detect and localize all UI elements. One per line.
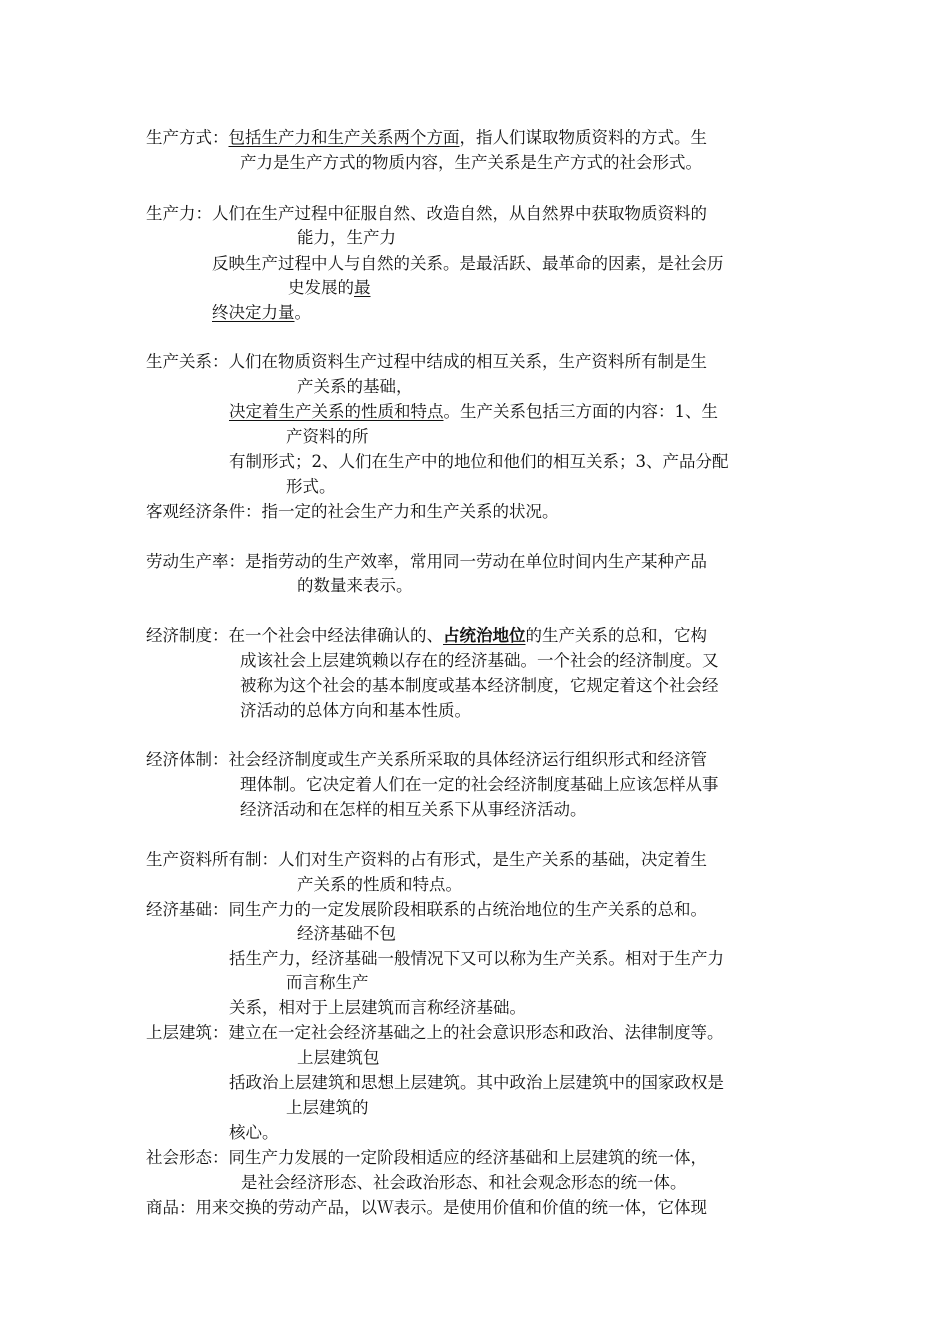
definition-text: 能力，生产力	[297, 228, 396, 247]
definition-text: 上层建筑包	[297, 1048, 380, 1067]
entry-economic-mechanism-line-3	[240, 798, 587, 822]
definition-text: 。	[294, 303, 311, 322]
entry-economic-base-line-5	[229, 996, 526, 1020]
entry-economic-base-line-3	[229, 947, 724, 971]
entry-economic-mechanism-line-2	[240, 773, 719, 797]
definition-text: 括政治上层建筑和思想上层建筑。其中政治上层建筑中的国家政权是	[229, 1073, 724, 1092]
term-label: 经济基础：	[146, 900, 229, 919]
definition-text: 反映生产过程中人与自然的关系。是最活跃、最革命的因素，是社会历	[212, 254, 724, 273]
entry-ownership-line-1	[146, 848, 707, 872]
definition-text: 产关系的基础，	[297, 377, 413, 396]
entry-economic-base-line-1	[146, 898, 707, 922]
entry-economic-base-line-2	[297, 922, 396, 946]
definition-text: 关系，相对于上层建筑而言称经济基础。	[229, 998, 526, 1017]
entry-economic-system-line-2	[240, 649, 719, 673]
definition-text: 同生产力发展的一定阶段相适应的经济基础和上层建筑的统一体，	[228, 1148, 707, 1167]
entry-objective-economic-conditions-line-1	[146, 500, 559, 524]
entry-social-formation-line-1	[146, 1146, 707, 1170]
entry-relations-of-production-line-4	[286, 425, 369, 449]
entry-labor-productivity-line-1	[146, 550, 707, 574]
entry-superstructure-line-1	[146, 1021, 724, 1045]
term-label: 生产关系：	[146, 352, 229, 371]
definition-text: 用来交换的劳动产品，以Ｗ表示。是使用价值和价值的统一体，它体现	[195, 1198, 707, 1217]
term-label: 生产力：	[146, 204, 212, 223]
definition-text: 括生产力，经济基础一般情况下又可以称为生产关系。相对于生产力	[229, 949, 724, 968]
entry-relations-of-production-line-1	[146, 350, 707, 374]
definition-text: 的生产关系的总和，它构	[525, 626, 707, 645]
entry-productive-forces-line-1	[146, 202, 707, 226]
underlined-text: 终决定力量	[212, 303, 295, 322]
definition-text: 建立在一定社会经济基础之上的社会意识形态和政治、法律制度等。	[228, 1023, 724, 1042]
definition-text: 是社会经济形态、社会政治形态、和社会观念形态的统一体。	[241, 1173, 687, 1192]
entry-relations-of-production-line-2	[297, 375, 413, 399]
underlined-text: 最	[354, 278, 371, 297]
definition-text: 人们在生产过程中征服自然、改造自然，从自然界中获取物质资料的	[212, 204, 707, 223]
entry-superstructure-line-4	[286, 1096, 369, 1120]
definition-text: 成该社会上层建筑赖以存在的经济基础。一个社会的经济制度。又	[240, 651, 719, 670]
entry-productive-forces-line-4	[288, 276, 371, 300]
term-label: 生产资料所有制：	[146, 850, 278, 869]
underlined-text: 包括生产力和生产关系两个方面	[228, 128, 460, 147]
entry-superstructure-line-2	[297, 1046, 380, 1070]
entry-economic-system-line-3	[240, 674, 719, 698]
definition-text: 形式。	[286, 477, 336, 496]
term-label: 经济体制：	[146, 750, 229, 769]
term-label: 劳动生产率：	[146, 552, 245, 571]
term-label: 商品：	[146, 1198, 196, 1217]
definition-text: 人们对生产资料的占有形式，是生产关系的基础，决定着生	[278, 850, 707, 869]
definition-text: 同生产力的一定发展阶段相联系的占统治地位的生产关系的总和。	[228, 900, 707, 919]
entry-social-formation-line-2	[241, 1171, 687, 1195]
entry-ownership-line-2	[297, 873, 462, 897]
definition-text: 是指劳动的生产效率，常用同一劳动在单位时间内生产某种产品	[245, 552, 707, 571]
definition-text: ，指人们谋取物质资料的方式。生	[459, 128, 707, 147]
definition-text: 济活动的总体方向和基本性质。	[240, 701, 471, 720]
entry-economic-system-line-4	[240, 699, 471, 723]
entry-commodity-line-1	[146, 1196, 707, 1220]
term-label: 生产方式：	[146, 128, 229, 147]
definition-text: 经济基础不包	[297, 924, 396, 943]
entry-relations-of-production-line-3	[229, 400, 718, 424]
definition-text: 人们在物质资料生产过程中结成的相互关系，生产资料所有制是生	[228, 352, 707, 371]
entry-economic-system-line-1	[146, 624, 707, 648]
definition-text: 核心。	[229, 1123, 279, 1142]
term-label: 上层建筑：	[146, 1023, 229, 1042]
entry-relations-of-production-line-5	[229, 450, 729, 474]
definition-text: 产力是生产方式的物质内容，生产关系是生产方式的社会形式。	[240, 153, 702, 172]
definition-text: 有制形式；2、人们在生产中的地位和他们的相互关系；3、产品分配	[229, 452, 729, 471]
definition-text: 史发展的	[288, 278, 354, 297]
definition-text: 。生产关系包括三方面的内容：1、生	[443, 402, 718, 421]
definition-text: 理体制。它决定着人们在一定的社会经济制度基础上应该怎样从事	[240, 775, 719, 794]
entry-superstructure-line-5	[229, 1121, 279, 1145]
term-label: 客观经济条件：	[146, 502, 262, 521]
term-label: 社会形态：	[146, 1148, 229, 1167]
definition-text: 的数量来表示。	[297, 576, 413, 595]
definition-text: 在一个社会中经法律确认的、	[228, 626, 443, 645]
entry-superstructure-line-3	[229, 1071, 724, 1095]
entry-mode-of-production-line-1	[146, 126, 707, 150]
definition-text: 上层建筑的	[286, 1098, 369, 1117]
entry-mode-of-production-line-2	[240, 151, 702, 175]
definition-text: 产关系的性质和特点。	[297, 875, 462, 894]
bold-underlined-text: 占统治地位	[443, 626, 526, 645]
definition-text: 而言称生产	[286, 973, 369, 992]
underlined-text: 决定着生产关系的性质和特点	[229, 402, 444, 421]
definition-text: 指一定的社会生产力和生产关系的状况。	[261, 502, 559, 521]
entry-productive-forces-line-2	[297, 226, 396, 250]
entry-productive-forces-line-3	[212, 252, 724, 276]
definition-text: 被称为这个社会的基本制度或基本经济制度，它规定着这个社会经	[240, 676, 719, 695]
definition-text: 经济活动和在怎样的相互关系下从事经济活动。	[240, 800, 587, 819]
term-label: 经济制度：	[146, 626, 229, 645]
definition-text: 社会经济制度或生产关系所采取的具体经济运行组织形式和经济管	[228, 750, 707, 769]
entry-productive-forces-line-5	[212, 301, 311, 325]
entry-relations-of-production-line-6	[286, 475, 336, 499]
entry-economic-base-line-4	[286, 971, 369, 995]
entry-labor-productivity-line-2	[297, 574, 413, 598]
definition-text: 产资料的所	[286, 427, 369, 446]
entry-economic-mechanism-line-1	[146, 748, 707, 772]
